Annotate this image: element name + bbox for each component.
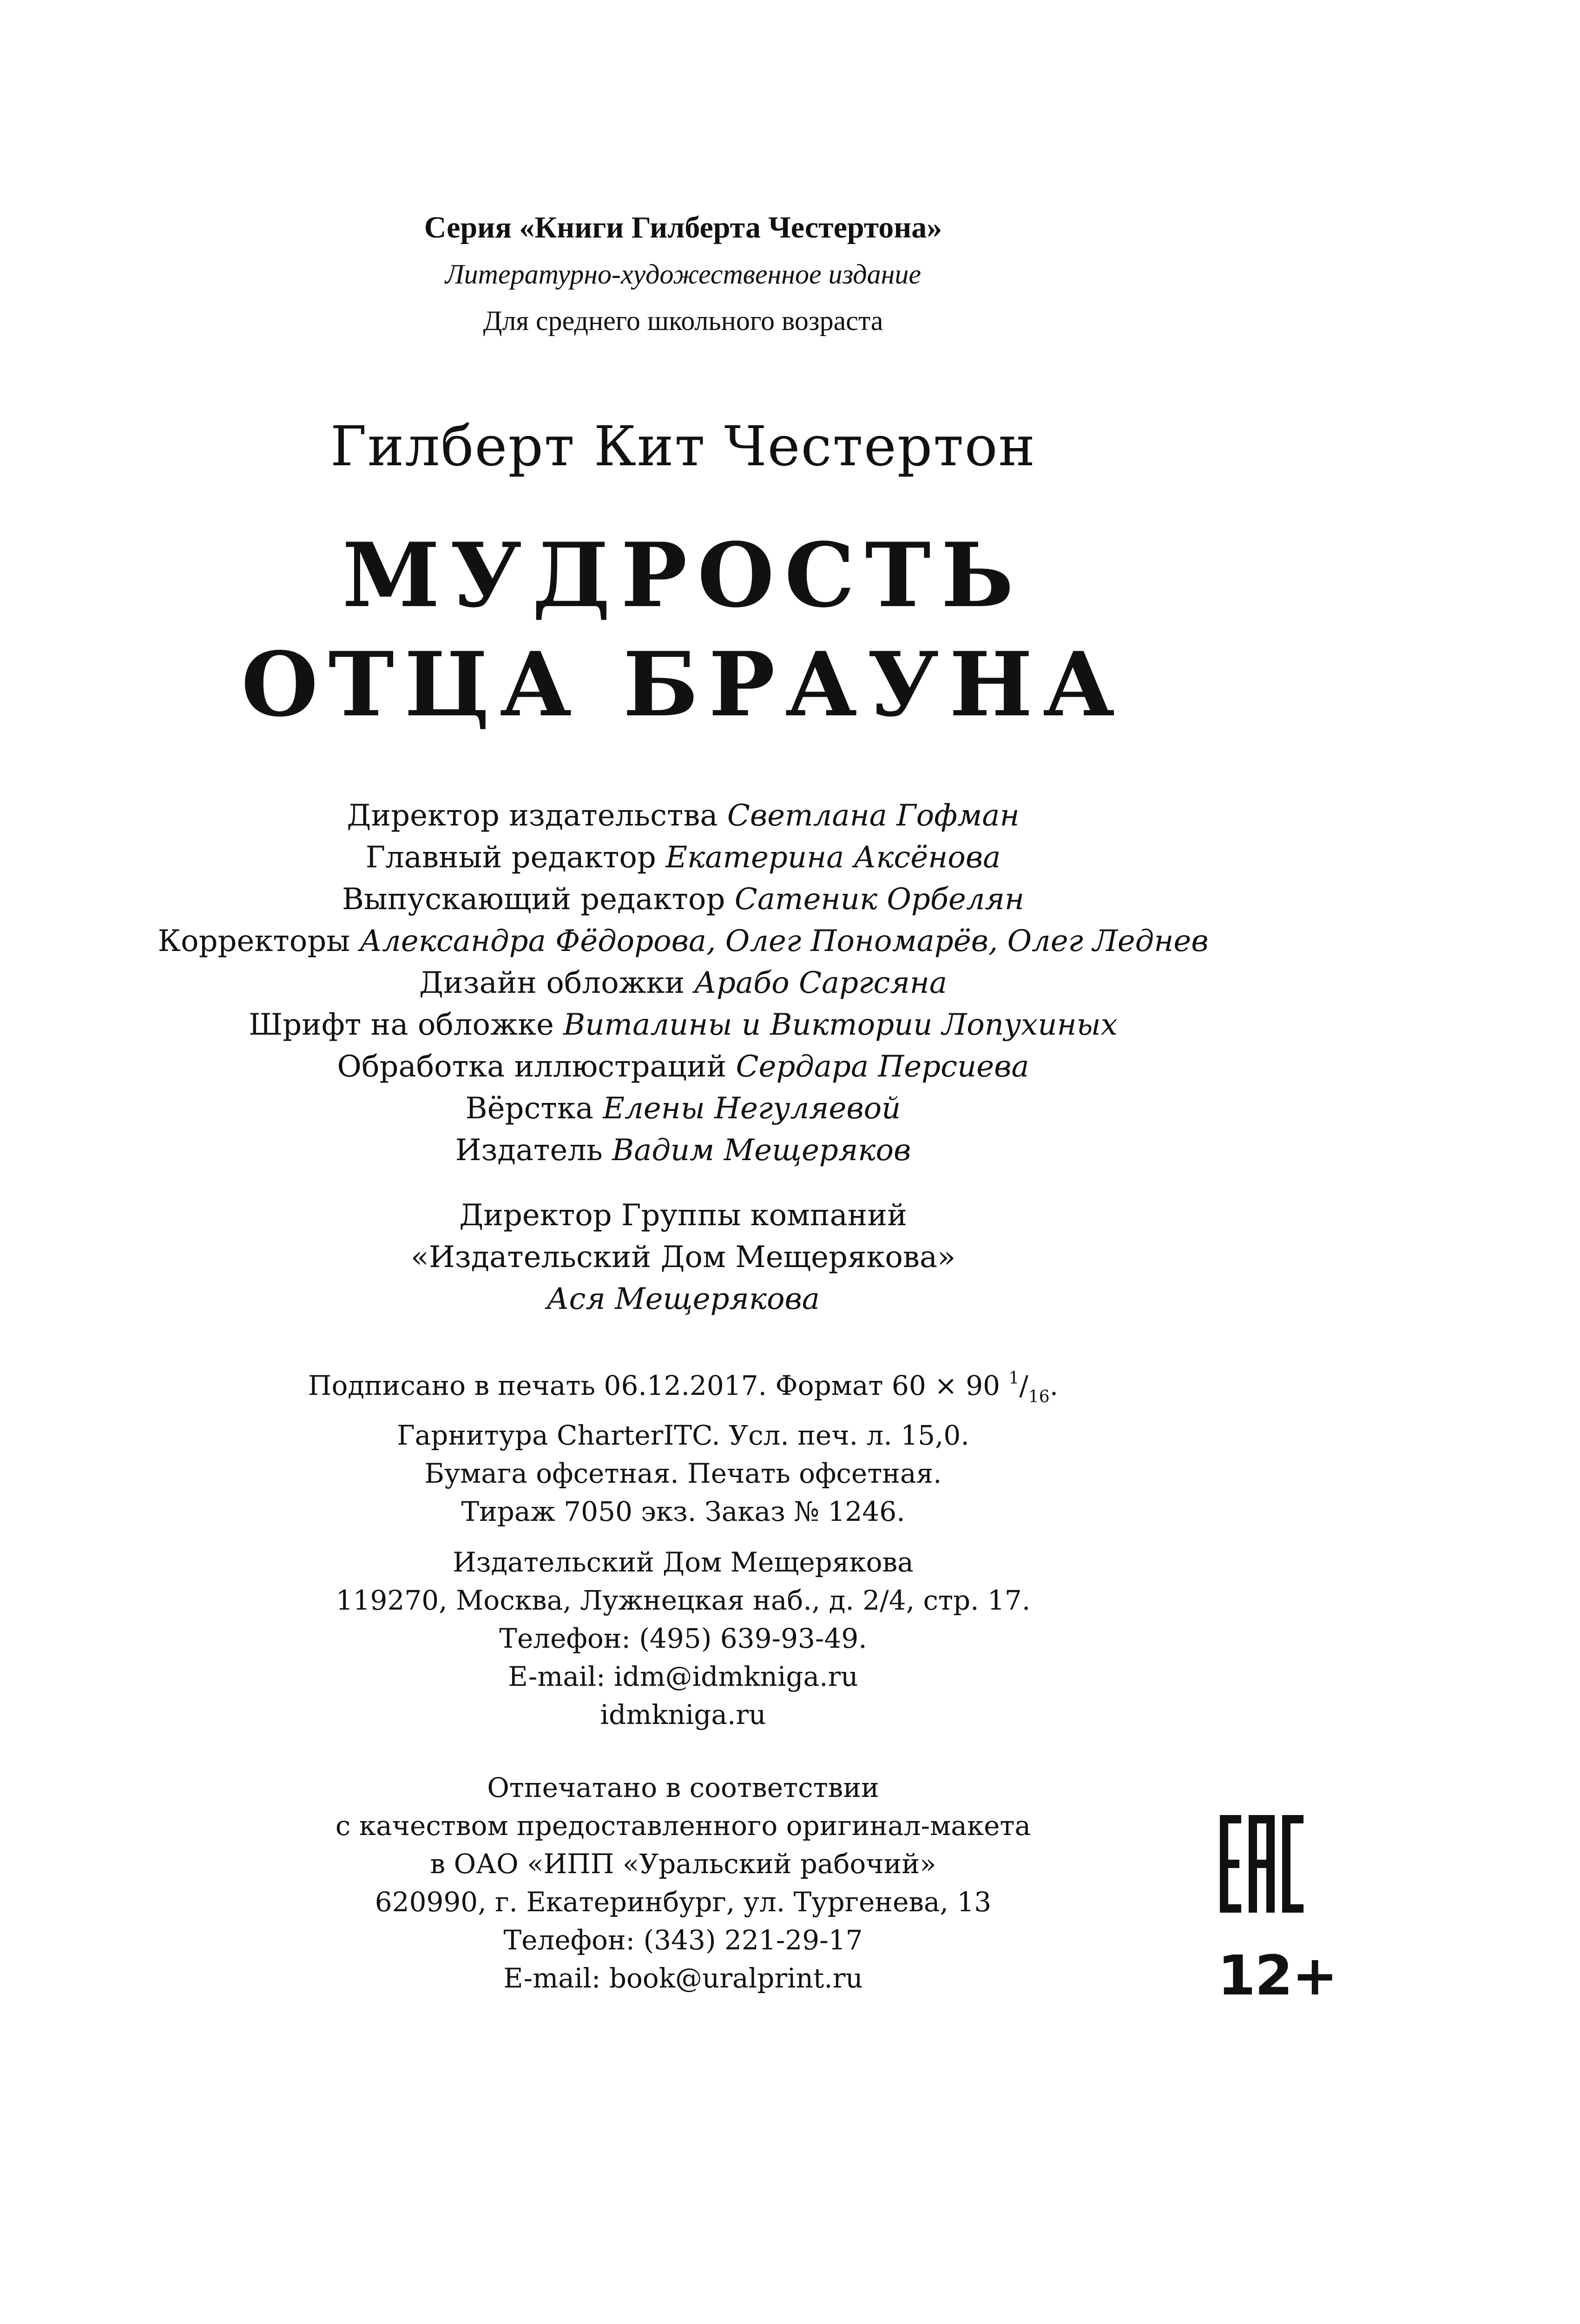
print-run-line: Тираж 7050 экз. Заказ № 1246. <box>461 1496 905 1527</box>
group-name: «Издательский Дом Мещерякова» <box>410 1240 956 1274</box>
series-info <box>70 205 1297 344</box>
credit-line <box>70 795 1297 837</box>
printer-info <box>70 1769 1297 1997</box>
credit-name: Екатерина Аксёнова <box>665 840 1001 875</box>
printer-name: в ОАО «ИПП «Уральский рабочий» <box>430 1848 936 1880</box>
fraction-denominator: 16 <box>1028 1387 1050 1406</box>
book-title-line-2: ОТЦА БРАУНА <box>241 633 1125 736</box>
author-name: Гилберт Кит Честертон <box>330 414 1036 478</box>
credit-line <box>70 1129 1297 1171</box>
edition-genre: Литературно-художественное издание <box>445 259 921 290</box>
book-title <box>70 521 1297 739</box>
credit-line <box>70 878 1297 920</box>
publisher-address: 119270, Москва, Лужнецкая наб., д. 2/4, стр. 17. <box>336 1585 1031 1616</box>
fraction-numerator: 1 <box>1008 1369 1020 1388</box>
credit-line <box>70 920 1297 962</box>
print-signed-line <box>70 1360 1297 1416</box>
publisher-info <box>70 1543 1297 1734</box>
eac-mark-icon <box>1220 1815 1304 1913</box>
credit-line <box>70 962 1297 1004</box>
credit-name: Сатеник Орбелян <box>734 882 1025 917</box>
credit-line <box>70 1004 1297 1046</box>
paper-line: Бумага офсетная. Печать офсетная. <box>424 1458 942 1489</box>
print-signed-text: Подписано в печать 06.12.2017. Формат 60 × 90 <box>308 1370 1009 1401</box>
credit-name: Елены Негуляевой <box>603 1091 901 1126</box>
publisher-phone: Телефон: (495) 639-93-49. <box>499 1623 867 1654</box>
group-director-title: Директор Группы компаний <box>459 1198 907 1233</box>
print-info <box>70 1360 1297 1531</box>
publisher-name: Издательский Дом Мещерякова <box>453 1546 914 1578</box>
group-director-name: Ася Мещерякова <box>546 1282 820 1316</box>
credit-role: Вёрстка <box>465 1091 593 1126</box>
credit-role: Дизайн обложки <box>419 966 685 1000</box>
credit-name: Виталины и Виктории Лопухиных <box>563 1008 1118 1042</box>
printer-phone: Телефон: (343) 221-29-17 <box>503 1924 863 1956</box>
credit-name: Вадим Мещеряков <box>612 1133 911 1168</box>
credit-line <box>70 1088 1297 1129</box>
credit-name: Сердара Персиева <box>736 1050 1029 1084</box>
book-title-line-1: МУДРОСТЬ <box>342 523 1024 627</box>
format-fraction: $^1/_{16}$ <box>1008 1369 1050 1406</box>
group-director <box>70 1195 1297 1320</box>
age-rating-badge: 12+ <box>1218 1943 1337 2007</box>
publisher-site: idmkniga.ru <box>600 1699 766 1730</box>
credit-role: Издатель <box>455 1133 603 1168</box>
credit-role: Обработка иллюстраций <box>337 1050 727 1084</box>
credit-role: Главный редактор <box>365 840 656 875</box>
credit-line <box>70 1046 1297 1088</box>
credit-role: Директор издательства <box>347 799 718 833</box>
credit-name: Светлана Гофман <box>727 799 1020 833</box>
credit-line <box>70 837 1297 878</box>
publisher-email: E-mail: idm@idmkniga.ru <box>508 1661 858 1692</box>
credit-name: Арабо Саргсяна <box>694 966 948 1000</box>
series-title: Серия «Книги Гилберта Честертона» <box>424 211 942 244</box>
audience-note: Для среднего школьного возраста <box>483 305 883 336</box>
staff-credits <box>70 795 1297 1171</box>
printer-line-1: Отпечатано в соответствии <box>487 1772 879 1803</box>
credit-role: Корректоры <box>158 924 350 958</box>
print-signed-suffix: . <box>1049 1370 1059 1401</box>
typeface-line: Гарнитура CharterITC. Усл. печ. л. 15,0. <box>397 1419 969 1451</box>
printer-line-2: с качеством предоставленного оригинал-макета <box>335 1810 1031 1842</box>
credit-role: Шрифт на обложке <box>249 1008 554 1042</box>
printer-address: 620990, г. Екатеринбург, ул. Тургенева, 13 <box>375 1886 992 1918</box>
printer-email: E-mail: book@uralprint.ru <box>503 1962 863 1994</box>
credit-name: Александра Фёдорова, Олег Пономарёв, Олег Леднев <box>359 924 1209 958</box>
credit-role: Выпускающий редактор <box>342 882 725 917</box>
